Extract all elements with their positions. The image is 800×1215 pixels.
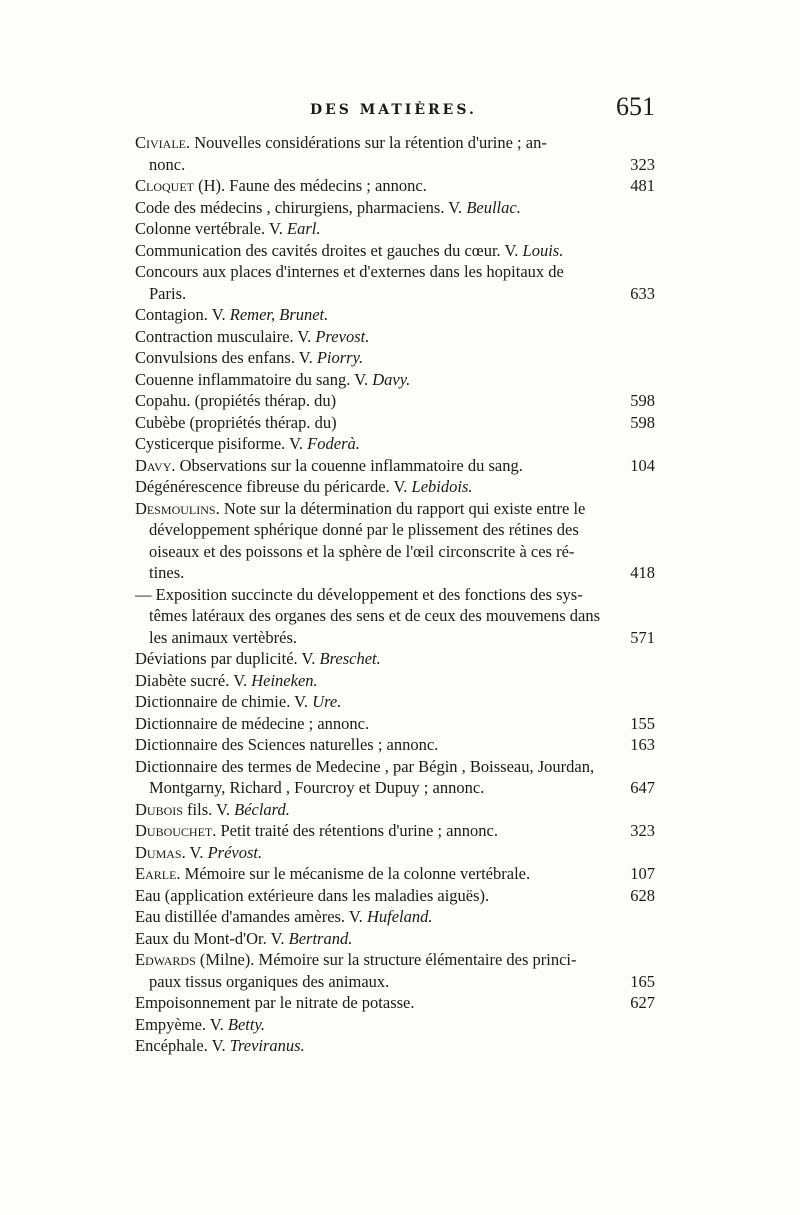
index-entry	[135, 756, 655, 778]
entry-reference: Betty.	[227, 1014, 265, 1034]
entry-text: Cubèbe (propriétés thérap. du)	[135, 412, 337, 432]
entry-heading: Dubouchet.	[135, 821, 217, 840]
index-entry	[135, 799, 655, 821]
entry-text: Cysticerque pisiforme. V.	[135, 434, 308, 453]
entry-reference: Earl.	[286, 219, 321, 238]
index-entry	[135, 670, 655, 692]
entry-heading: Dubois	[135, 799, 183, 819]
running-head: DES MATIÈRES.	[310, 102, 477, 118]
index-entry	[135, 1014, 655, 1036]
entry-text: Copahu. (propiétés thérap. du)	[135, 391, 337, 410]
index-entry	[135, 390, 655, 412]
entry-text: tines.	[149, 563, 185, 582]
entry-reference: Hufeland.	[366, 907, 433, 926]
index-entry	[135, 347, 655, 369]
entry-continuation	[135, 627, 655, 649]
index-entry	[135, 928, 655, 950]
entry-text: Eau distillée d'amandes amères. V.	[135, 907, 367, 926]
entry-page-number: 155	[630, 713, 655, 733]
index-entry	[135, 734, 655, 756]
index-entry	[135, 197, 655, 219]
entry-heading: Desmoulins.	[135, 498, 220, 518]
entry-text: Contraction musculaire. V.	[135, 326, 316, 346]
entry-reference: Béclard.	[234, 799, 290, 819]
entry-text: Empoisonnement par le nitrate de potasse.	[135, 993, 415, 1012]
entry-reference: Lebidois.	[411, 477, 473, 496]
entry-text: Communication des cavités droites et gauches du cœur. V.	[135, 240, 523, 260]
entry-continuation	[135, 283, 655, 305]
index-entry	[135, 326, 655, 348]
entry-reference: Ure.	[312, 692, 342, 711]
index-entries	[135, 132, 655, 1057]
entry-text: les animaux vertèbrés.	[149, 627, 297, 647]
entry-text: Encéphale. V.	[135, 1036, 230, 1055]
entry-text: V.	[185, 842, 208, 862]
entry-continuation	[135, 562, 655, 584]
entry-text: Contagion. V.	[135, 305, 230, 324]
entry-text: têmes latéraux des organes des sens et de ceux des mouvemens dans	[149, 606, 601, 625]
index-entry	[135, 261, 655, 283]
entry-page-number: 104	[630, 455, 655, 475]
entry-text: Convulsions des enfans. V.	[135, 348, 317, 367]
entry-heading: Davy.	[135, 455, 176, 475]
index-entry	[135, 433, 655, 455]
index-entry	[135, 369, 655, 391]
entry-page-number: 165	[630, 971, 655, 991]
entry-text: Dictionnaire de médecine ; annonc.	[135, 713, 370, 733]
index-entry	[135, 498, 655, 520]
entry-reference: Beullac.	[466, 197, 521, 217]
entry-reference: Prévost.	[207, 842, 263, 862]
index-entry	[135, 584, 655, 606]
entry-page-number: 323	[630, 154, 655, 174]
entry-reference: Prevost.	[315, 326, 370, 346]
index-entry	[135, 906, 655, 928]
entry-heading: Dumas.	[135, 842, 186, 862]
entry-text: Petit traité des rétentions d'urine ; annonc.	[216, 821, 498, 840]
entry-text: paux tissus organiques des animaux.	[149, 971, 390, 991]
entry-continuation	[135, 154, 655, 176]
index-entry	[135, 691, 655, 713]
entry-text: Eau (application extérieure dans les maladies aiguës).	[135, 885, 490, 905]
entry-page-number: 628	[630, 885, 655, 905]
entry-page-number: 571	[630, 627, 655, 647]
entry-page-number: 418	[630, 563, 655, 582]
entry-heading: Edwards	[135, 950, 196, 969]
page-header	[135, 92, 655, 132]
index-entry	[135, 992, 655, 1014]
index-entry	[135, 304, 655, 326]
entry-text: Code des médecins , chirurgiens, pharmaciens. V.	[135, 197, 467, 217]
index-entry	[135, 842, 655, 864]
index-entry	[135, 949, 655, 971]
entry-text: (H). Faune des médecins ; annonc.	[194, 176, 427, 195]
entry-page-number: 107	[630, 864, 655, 883]
entry-heading: Earle.	[135, 864, 181, 883]
entry-page-number: 481	[630, 176, 655, 195]
index-entry	[135, 1035, 655, 1057]
entry-continuation	[135, 519, 655, 541]
entry-text: fils. V.	[182, 799, 235, 819]
index-entry	[135, 476, 655, 498]
entry-text: oiseaux et des poissons et la sphère de l'œil circonscrite à ces ré-	[149, 541, 575, 561]
entry-page-number: 598	[630, 391, 655, 410]
entry-text: Dictionnaire de chimie. V.	[135, 692, 313, 711]
entry-page-number: 598	[630, 412, 655, 432]
index-entry	[135, 885, 655, 907]
entry-text: développement sphérique donné par le plissement des rétines des	[149, 520, 579, 539]
index-entry	[135, 455, 655, 477]
entry-reference: Heineken.	[251, 670, 318, 690]
entry-heading: Civiale.	[135, 133, 191, 152]
entry-page-number: 633	[630, 283, 655, 303]
index-entry	[135, 863, 655, 885]
index-entry	[135, 820, 655, 842]
entry-text: Concours aux places d'internes et d'externes dans les hopitaux de	[135, 262, 564, 281]
entry-text: Dictionnaire des termes de Medecine , par Bégin , Boisseau, Jourdan,	[135, 756, 595, 776]
entry-reference: Foderà.	[307, 434, 360, 453]
entry-text: — Exposition succincte du développement et des fonctions des sys-	[135, 584, 583, 604]
entry-reference: Davy.	[372, 369, 411, 389]
index-entry	[135, 218, 655, 240]
entry-text: Nouvelles considérations sur la rétention d'urine ; an-	[190, 133, 547, 152]
entry-continuation	[135, 541, 655, 563]
entry-reference: Bertrand.	[288, 928, 353, 948]
index-entry	[135, 648, 655, 670]
entry-reference: Treviranus.	[229, 1036, 305, 1055]
entry-text: Mémoire sur le mécanisme de la colonne vertébrale.	[180, 864, 531, 883]
entry-text: (Milne). Mémoire sur la structure élémentaire des princi-	[195, 950, 577, 969]
entry-text: Note sur la détermination du rapport qui existe entre le	[219, 498, 586, 518]
entry-page-number: 163	[630, 735, 655, 754]
entry-continuation	[135, 777, 655, 799]
entry-text: Couenne inflammatoire du sang. V.	[135, 369, 373, 389]
index-entry	[135, 412, 655, 434]
entry-continuation	[135, 971, 655, 993]
entry-text: Observations sur la couenne inflammatoire du sang.	[175, 455, 523, 475]
entry-reference: Breschet.	[319, 649, 381, 668]
index-entry	[135, 713, 655, 735]
index-entry	[135, 240, 655, 262]
entry-text: Montgarny, Richard , Fourcroy et Dupuy ; annonc.	[149, 778, 485, 797]
entry-heading: Cloquet	[135, 176, 194, 195]
entry-text: Dictionnaire des Sciences naturelles ; annonc.	[135, 735, 439, 754]
entry-text: nonc.	[149, 154, 186, 174]
entry-continuation	[135, 605, 655, 627]
entry-reference: Piorry.	[316, 348, 364, 367]
entry-reference: Louis.	[522, 240, 564, 260]
entry-text: Colonne vertébrale. V.	[135, 219, 287, 238]
entry-page-number: 647	[630, 778, 655, 797]
index-entry	[135, 132, 655, 154]
entry-reference: Remer, Brunet.	[229, 305, 329, 324]
entry-page-number: 323	[630, 821, 655, 840]
entry-text: Déviations par duplicité. V.	[135, 649, 320, 668]
entry-text: Eaux du Mont-d'Or. V.	[135, 928, 289, 948]
entry-text: Dégénérescence fibreuse du péricarde. V.	[135, 477, 412, 496]
entry-text: Empyème. V.	[135, 1014, 228, 1034]
page-number: 651	[616, 92, 655, 121]
entry-text: Paris.	[149, 283, 187, 303]
entry-page-number: 627	[630, 993, 655, 1012]
index-entry	[135, 175, 655, 197]
entry-text: Diabète sucré. V.	[135, 670, 252, 690]
